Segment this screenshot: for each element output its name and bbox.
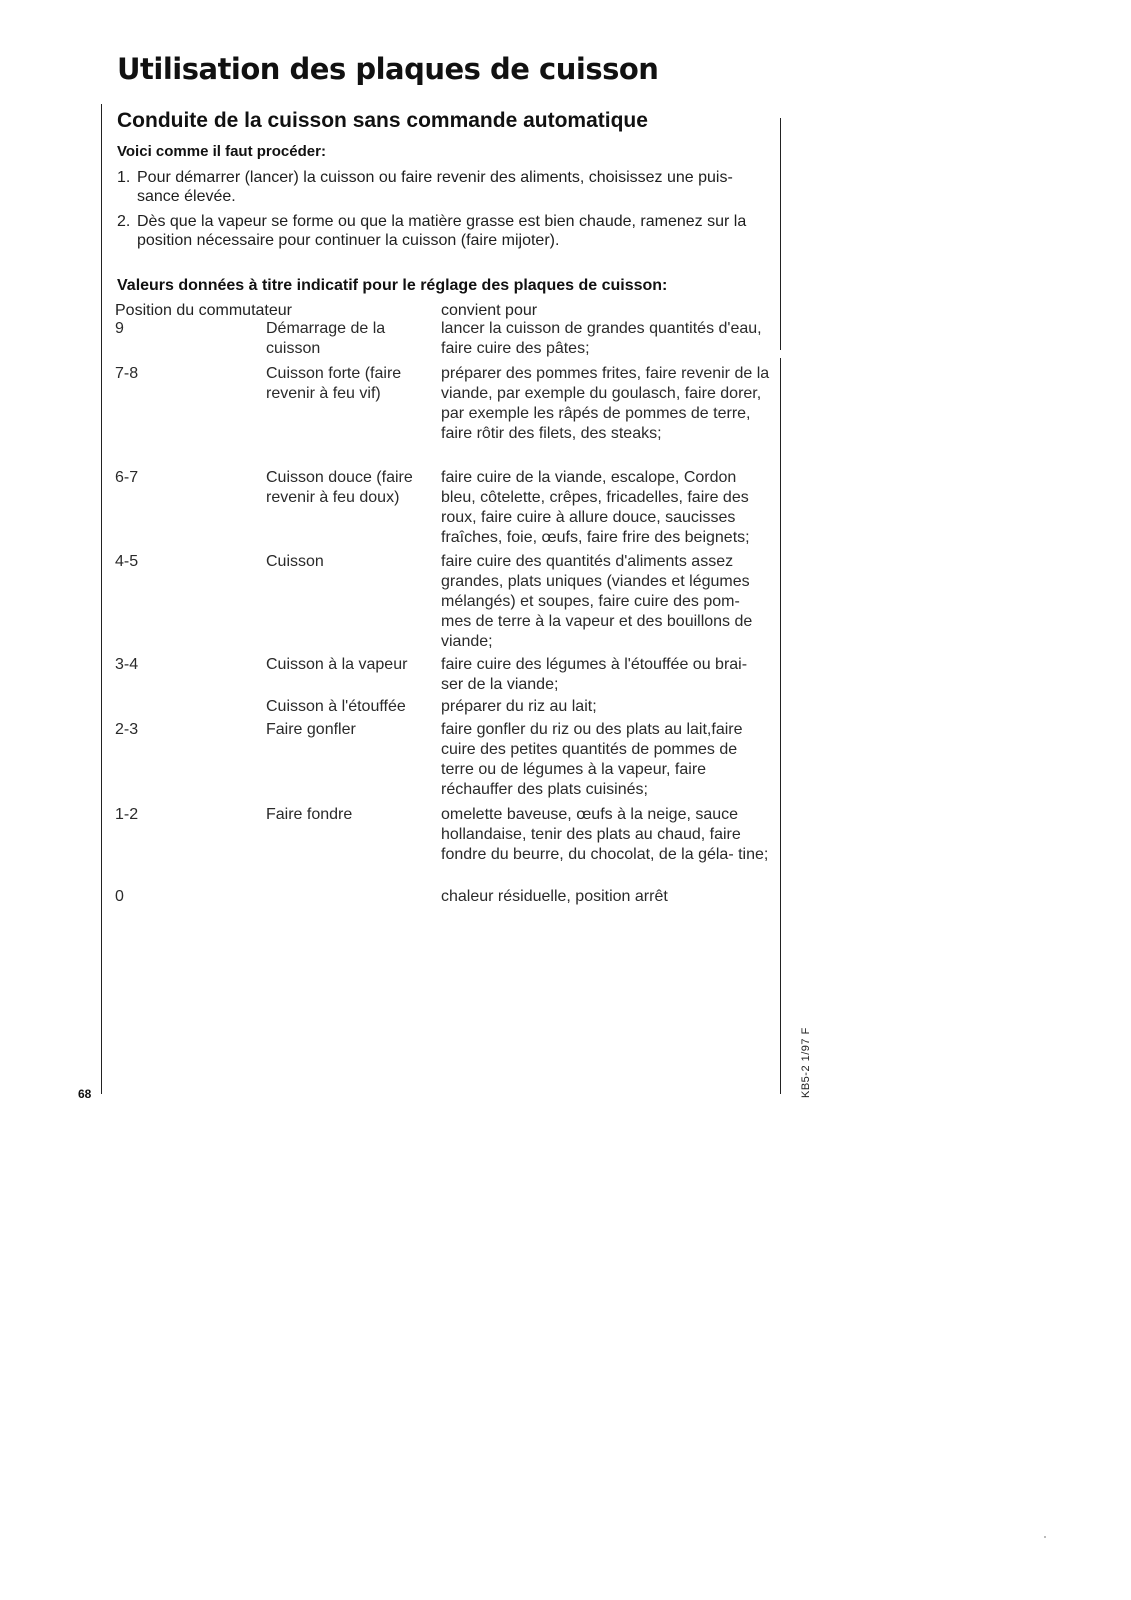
procedure-steps <box>117 168 777 256</box>
row-suitable: préparer du riz au lait; <box>441 698 597 715</box>
row-suitable: faire cuire des légumes à l'étouffée ou brai- ser de la viande; <box>441 656 748 693</box>
row-suitable: omelette baveuse, œufs à la neige, sauce hollandaise, tenir des plats au chaud, faire fondre du beurre, du chocolat, de la géla- tine; <box>441 806 769 863</box>
row-mode: Cuisson à l'étouffée <box>266 698 406 715</box>
step-number: 2. <box>117 213 131 230</box>
step-item <box>117 212 777 250</box>
page-number: 68 <box>78 1087 92 1101</box>
row-position: 6-7 <box>115 469 139 486</box>
page-title: Utilisation des plaques de cuisson <box>117 52 659 86</box>
row-mode: Cuisson <box>266 553 324 570</box>
row-mode: Cuisson forte (faire revenir à feu vif) <box>266 365 402 402</box>
step-number: 1. <box>117 169 131 186</box>
row-position: 7-8 <box>115 365 139 382</box>
row-suitable: faire gonfler du riz ou des plats au lait,faire cuire des petites quantités de pommes de terre ou de légumes à la vapeur, faire réchauffer des plats cuisinés; <box>441 721 743 798</box>
column-header-position: Position du commutateur <box>115 302 292 319</box>
row-suitable: faire cuire de la viande, escalope, Cordon bleu, côtelette, crêpes, fricadelles, faire des roux, faire cuire à allure douce, saucisses fraîches, foie, œufs, faire frire des beignets; <box>441 469 750 546</box>
right-margin-rule-lower <box>780 358 781 1094</box>
row-position: 2-3 <box>115 721 139 738</box>
left-margin-rule <box>101 104 102 1094</box>
step-text: Pour démarrer (lancer) la cuisson ou faire revenir des aliments, choisissez une puis- sance élevée. <box>137 169 733 205</box>
row-suitable: préparer des pommes frites, faire revenir de la viande, par exemple du goulasch, faire dorer, par exemple les râpés de pommes de terre, faire rôtir des filets, des steaks; <box>441 365 770 442</box>
document-code: KB5-2 1/97 F <box>800 1027 812 1098</box>
row-position: 3-4 <box>115 656 139 673</box>
row-mode: Cuisson douce (faire revenir à feu doux) <box>266 469 413 506</box>
row-position: 9 <box>115 320 124 337</box>
row-suitable: lancer la cuisson de grandes quantités d'eau, faire cuire des pâtes; <box>441 320 762 357</box>
step-item <box>117 168 777 206</box>
scan-speck <box>1044 1536 1046 1538</box>
row-mode: Cuisson à la vapeur <box>266 656 408 673</box>
right-margin-rule <box>780 118 781 350</box>
column-header-suitable: convient pour <box>441 302 538 319</box>
section-subtitle: Conduite de la cuisson sans commande automatique <box>117 109 648 132</box>
row-mode: Démarrage de la cuisson <box>266 320 386 357</box>
step-text: Dès que la vapeur se forme ou que la matière grasse est bien chaude, ramenez sur la position nécessaire pour continuer la cuisson (faire mijoter). <box>137 213 747 249</box>
row-mode: Faire gonfler <box>266 721 356 738</box>
row-suitable: chaleur résiduelle, position arrêt <box>441 888 668 905</box>
row-mode: Faire fondre <box>266 806 353 823</box>
row-position: 4-5 <box>115 553 139 570</box>
row-position: 0 <box>115 888 124 905</box>
row-suitable: faire cuire des quantités d'aliments assez grandes, plats uniques (viandes et légumes mélangés) et soupes, faire cuire des pom- mes de terre à la vapeur et des bouillons de viande; <box>441 553 753 650</box>
procedure-heading: Voici comme il faut procéder: <box>117 143 326 160</box>
table-heading: Valeurs données à titre indicatif pour le réglage des plaques de cuisson: <box>117 277 668 294</box>
row-position: 1-2 <box>115 806 139 823</box>
